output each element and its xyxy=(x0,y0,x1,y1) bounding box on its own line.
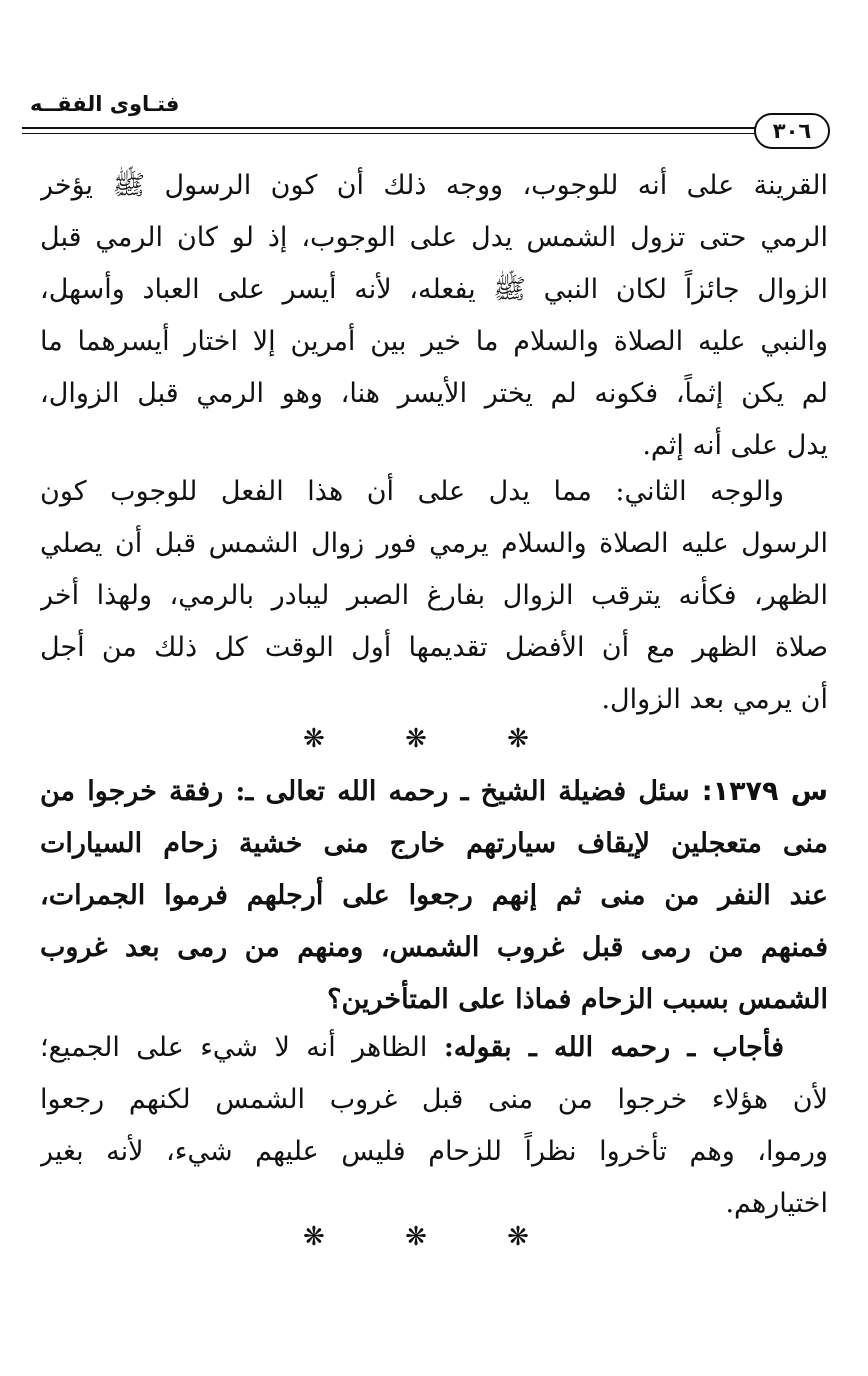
answer-line xyxy=(40,1022,828,1074)
text-line: صلاة الظهر مع أن الأفضل تقديمها أول الوقت كل ذلك من أجل xyxy=(40,632,828,663)
text-line: أن يرمي بعد الزوال. xyxy=(601,684,828,715)
question-line: الشمس بسبب الزحام فماذا على المتأخرين؟ xyxy=(327,984,828,1015)
answer-line: لأن هؤلاء خرجوا من منى قبل غروب الشمس لكنهم رجعوا xyxy=(40,1084,828,1115)
answer-line: ورموا، وهم تأخروا نظراً للزحام فليس عليهم شيء، لأنه بغير xyxy=(40,1136,828,1167)
text-line: الرسول عليه الصلاة والسلام يرمي فور زوال الشمس قبل أن يصلي xyxy=(40,528,828,559)
text-line: الظهر، فكأنه يترقب الزوال بفارغ الصبر ليبادر بالرمي، ولهذا أخر xyxy=(40,580,828,611)
answer-line: اختيارهم. xyxy=(725,1188,828,1219)
answer-text: الظاهر أنه لا شيء على الجميع؛ xyxy=(40,1032,428,1063)
text-line: والوجه الثاني: مما يدل على أن هذا الفعل للوجوب كون xyxy=(40,476,784,507)
text-line: الزوال جائزاً لكان النبي ﷺ يفعله، لأنه أيسر على العباد وأسهل، xyxy=(40,274,828,305)
question-line: فمنهم من رمى قبل غروب الشمس، ومنهم من رمى بعد غروب xyxy=(40,932,828,963)
paragraph-1 xyxy=(40,160,828,472)
question-text: سئل فضيلة الشيخ ـ رحمه الله تعالى ـ: رفقة خرجوا من xyxy=(40,776,690,807)
answer-block xyxy=(40,1022,828,1230)
question-line: عند النفر من منى ثم إنهم رجعوا على أرجلهم فرموا الجمرات، xyxy=(40,880,828,911)
paragraph-2 xyxy=(40,466,828,726)
running-title: فتـاوى الفقــه xyxy=(30,92,180,116)
question-block xyxy=(40,766,828,1026)
text-line: الرمي حتى تزول الشمس يدل على الوجوب، إذ لو كان الرمي قبل xyxy=(40,222,828,253)
text-line: القرينة على أنه للوجوب، ووجه ذلك أن كون الرسول ﷺ يؤخر xyxy=(40,170,828,201)
text-line: يدل على أنه إثم. xyxy=(642,430,828,461)
question-label: س ١٣٧٩: xyxy=(701,776,828,807)
answer-label: فأجاب ـ رحمه الله ـ بقوله: xyxy=(443,1032,784,1063)
section-separator: ❋ ❋ ❋ xyxy=(303,724,565,754)
text-line: والنبي عليه الصلاة والسلام ما خير بين أمرين إلا اختار أيسرهما ما xyxy=(40,326,828,357)
page-number: ٣٠٦ xyxy=(754,113,830,149)
question-line xyxy=(40,766,828,818)
question-line: منى متعجلين لإيقاف سيارتهم خارج منى خشية زحام السيارات xyxy=(40,828,828,859)
header-rule xyxy=(22,127,768,134)
text-line: لم يكن إثماً، فكونه لم يختر الأيسر هنا، وهو الرمي قبل الزوال، xyxy=(40,378,828,409)
section-separator: ❋ ❋ ❋ xyxy=(303,1222,565,1252)
